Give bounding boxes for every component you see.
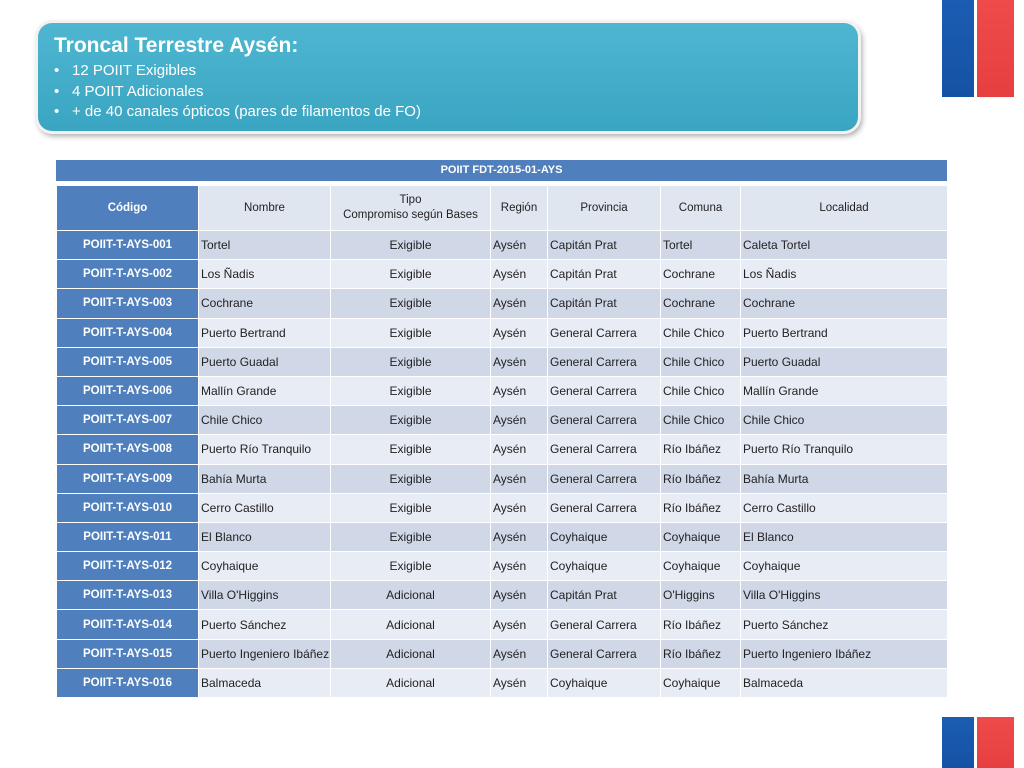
cell-provincia: General Carrera — [548, 639, 661, 668]
cell-tipo: Exigible — [331, 552, 491, 581]
cell-nombre: Villa O'Higgins — [199, 581, 331, 610]
table-row — [57, 581, 948, 610]
summary-item: • 4 POIIT Adicionales — [72, 82, 842, 103]
table-row — [57, 260, 948, 289]
flag-decoration-bottom — [942, 717, 1014, 768]
cell-codigo: POIIT-T-AYS-010 — [57, 493, 199, 522]
cell-provincia: General Carrera — [548, 318, 661, 347]
cell-region: Aysén — [491, 435, 548, 464]
table-row — [57, 552, 948, 581]
column-header-codigo: Código — [57, 186, 199, 231]
cell-localidad: Caleta Tortel — [741, 231, 948, 260]
cell-comuna: Tortel — [661, 231, 741, 260]
cell-tipo: Exigible — [331, 347, 491, 376]
cell-codigo: POIIT-T-AYS-013 — [57, 581, 199, 610]
cell-tipo: Exigible — [331, 260, 491, 289]
cell-provincia: General Carrera — [548, 435, 661, 464]
cell-provincia: Coyhaique — [548, 668, 661, 697]
cell-localidad: Puerto Sánchez — [741, 610, 948, 639]
cell-codigo: POIIT-T-AYS-009 — [57, 464, 199, 493]
column-header-region: Región — [491, 186, 548, 231]
cell-provincia: Capitán Prat — [548, 289, 661, 318]
cell-nombre: Puerto Sánchez — [199, 610, 331, 639]
cell-localidad: Bahía Murta — [741, 464, 948, 493]
cell-codigo: POIIT-T-AYS-011 — [57, 522, 199, 551]
column-header-tipo-line1: Tipo — [399, 194, 422, 206]
cell-region: Aysén — [491, 522, 548, 551]
poiit-table — [56, 185, 948, 698]
cell-localidad: Puerto Guadal — [741, 347, 948, 376]
table-title: POIIT FDT-2015-01-AYS — [56, 160, 947, 181]
cell-region: Aysén — [491, 318, 548, 347]
cell-region: Aysén — [491, 668, 548, 697]
cell-nombre: Puerto Río Tranquilo — [199, 435, 331, 464]
summary-item: • 12 POIIT Exigibles — [72, 61, 842, 82]
cell-tipo: Exigible — [331, 289, 491, 318]
cell-localidad: Puerto Bertrand — [741, 318, 948, 347]
cell-provincia: General Carrera — [548, 347, 661, 376]
cell-nombre: Los Ñadis — [199, 260, 331, 289]
cell-codigo: POIIT-T-AYS-003 — [57, 289, 199, 318]
table-row — [57, 464, 948, 493]
cell-region: Aysén — [491, 289, 548, 318]
cell-tipo: Adicional — [331, 610, 491, 639]
cell-tipo: Exigible — [331, 522, 491, 551]
cell-tipo: Adicional — [331, 639, 491, 668]
cell-nombre: Balmaceda — [199, 668, 331, 697]
cell-region: Aysén — [491, 260, 548, 289]
flag-decoration-top — [942, 0, 1014, 97]
cell-tipo: Exigible — [331, 435, 491, 464]
cell-nombre: Chile Chico — [199, 406, 331, 435]
table-row — [57, 318, 948, 347]
cell-tipo: Exigible — [331, 464, 491, 493]
cell-localidad: Mallín Grande — [741, 376, 948, 405]
cell-tipo: Exigible — [331, 318, 491, 347]
cell-region: Aysén — [491, 581, 548, 610]
cell-provincia: General Carrera — [548, 406, 661, 435]
column-header-tipo — [331, 186, 491, 231]
cell-codigo: POIIT-T-AYS-015 — [57, 639, 199, 668]
cell-tipo: Adicional — [331, 581, 491, 610]
cell-region: Aysén — [491, 493, 548, 522]
cell-tipo: Exigible — [331, 376, 491, 405]
cell-comuna: Coyhaique — [661, 522, 741, 551]
cell-provincia: Capitán Prat — [548, 260, 661, 289]
cell-provincia: General Carrera — [548, 376, 661, 405]
page-title: Troncal Terrestre Aysén: — [54, 34, 299, 57]
cell-nombre: Bahía Murta — [199, 464, 331, 493]
cell-codigo: POIIT-T-AYS-007 — [57, 406, 199, 435]
cell-nombre: Puerto Ingeniero Ibáñez — [199, 639, 331, 668]
cell-codigo: POIIT-T-AYS-004 — [57, 318, 199, 347]
table-row — [57, 289, 948, 318]
table-row — [57, 231, 948, 260]
cell-comuna: Cochrane — [661, 260, 741, 289]
cell-nombre: El Blanco — [199, 522, 331, 551]
cell-tipo: Exigible — [331, 406, 491, 435]
column-header-tipo-line2: Compromiso según Bases — [343, 209, 478, 221]
cell-localidad: Villa O'Higgins — [741, 581, 948, 610]
cell-region: Aysén — [491, 639, 548, 668]
cell-codigo: POIIT-T-AYS-006 — [57, 376, 199, 405]
cell-tipo: Exigible — [331, 493, 491, 522]
cell-codigo: POIIT-T-AYS-008 — [57, 435, 199, 464]
cell-codigo: POIIT-T-AYS-016 — [57, 668, 199, 697]
cell-provincia: General Carrera — [548, 464, 661, 493]
table-row — [57, 347, 948, 376]
cell-comuna: Chile Chico — [661, 406, 741, 435]
cell-localidad: Coyhaique — [741, 552, 948, 581]
cell-localidad: Los Ñadis — [741, 260, 948, 289]
cell-comuna: O'Higgins — [661, 581, 741, 610]
cell-comuna: Río Ibáñez — [661, 639, 741, 668]
table-row — [57, 639, 948, 668]
cell-localidad: Chile Chico — [741, 406, 948, 435]
cell-region: Aysén — [491, 610, 548, 639]
cell-localidad: Balmaceda — [741, 668, 948, 697]
cell-region: Aysén — [491, 347, 548, 376]
cell-codigo: POIIT-T-AYS-005 — [57, 347, 199, 376]
column-header-comuna: Comuna — [661, 186, 741, 231]
column-header-nombre: Nombre — [199, 186, 331, 231]
cell-tipo: Exigible — [331, 231, 491, 260]
cell-comuna: Río Ibáñez — [661, 493, 741, 522]
cell-comuna: Chile Chico — [661, 347, 741, 376]
cell-localidad: El Blanco — [741, 522, 948, 551]
cell-codigo: POIIT-T-AYS-012 — [57, 552, 199, 581]
table-row — [57, 406, 948, 435]
summary-item: • + de 40 canales ópticos (pares de filamentos de FO) — [72, 102, 842, 123]
cell-comuna: Río Ibáñez — [661, 464, 741, 493]
table-row — [57, 376, 948, 405]
cell-comuna: Cochrane — [661, 289, 741, 318]
cell-comuna: Coyhaique — [661, 668, 741, 697]
cell-nombre: Puerto Bertrand — [199, 318, 331, 347]
cell-comuna: Río Ibáñez — [661, 610, 741, 639]
cell-comuna: Chile Chico — [661, 318, 741, 347]
table-row — [57, 668, 948, 697]
cell-provincia: Capitán Prat — [548, 231, 661, 260]
cell-comuna: Río Ibáñez — [661, 435, 741, 464]
cell-region: Aysén — [491, 231, 548, 260]
summary-list — [54, 61, 842, 123]
cell-localidad: Puerto Río Tranquilo — [741, 435, 948, 464]
header-callout — [38, 23, 858, 131]
cell-provincia: Capitán Prat — [548, 581, 661, 610]
cell-comuna: Chile Chico — [661, 376, 741, 405]
cell-region: Aysén — [491, 464, 548, 493]
cell-nombre: Mallín Grande — [199, 376, 331, 405]
cell-provincia: Coyhaique — [548, 552, 661, 581]
cell-tipo: Adicional — [331, 668, 491, 697]
cell-region: Aysén — [491, 552, 548, 581]
cell-provincia: General Carrera — [548, 610, 661, 639]
table-row — [57, 610, 948, 639]
cell-localidad: Cerro Castillo — [741, 493, 948, 522]
column-header-provincia: Provincia — [548, 186, 661, 231]
cell-nombre: Puerto Guadal — [199, 347, 331, 376]
cell-provincia: General Carrera — [548, 493, 661, 522]
table-body — [57, 231, 948, 698]
cell-codigo: POIIT-T-AYS-002 — [57, 260, 199, 289]
cell-region: Aysén — [491, 376, 548, 405]
cell-nombre: Coyhaique — [199, 552, 331, 581]
cell-localidad: Puerto Ingeniero Ibáñez — [741, 639, 948, 668]
cell-nombre: Cerro Castillo — [199, 493, 331, 522]
cell-provincia: Coyhaique — [548, 522, 661, 551]
cell-codigo: POIIT-T-AYS-014 — [57, 610, 199, 639]
cell-localidad: Cochrane — [741, 289, 948, 318]
table-row — [57, 493, 948, 522]
cell-region: Aysén — [491, 406, 548, 435]
table-row — [57, 522, 948, 551]
column-header-localidad: Localidad — [741, 186, 948, 231]
table-row — [57, 435, 948, 464]
table-header-row — [57, 186, 948, 231]
cell-nombre: Tortel — [199, 231, 331, 260]
cell-codigo: POIIT-T-AYS-001 — [57, 231, 199, 260]
cell-nombre: Cochrane — [199, 289, 331, 318]
cell-comuna: Coyhaique — [661, 552, 741, 581]
